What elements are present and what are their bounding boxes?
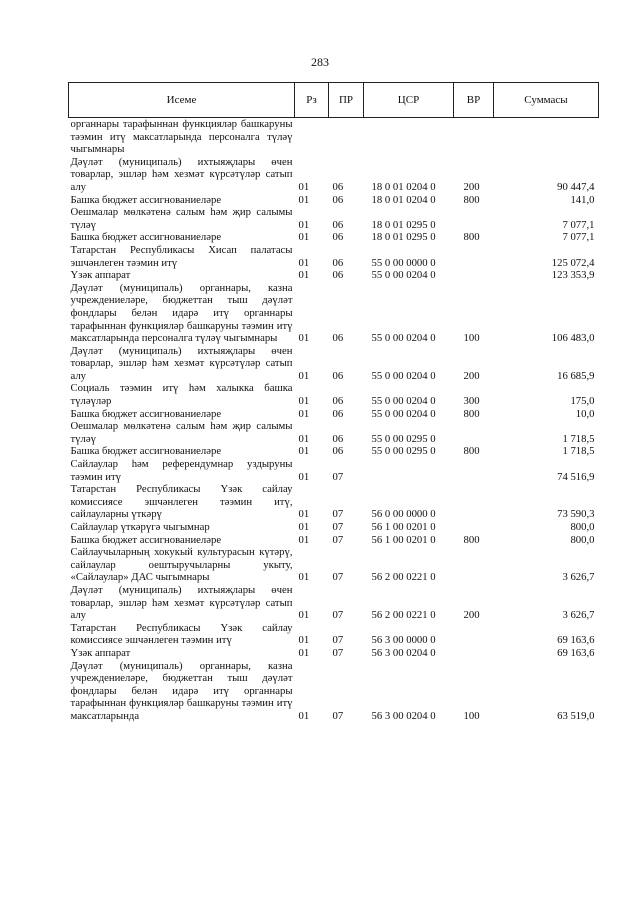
cell-vr: [454, 206, 494, 231]
table-row: [69, 660, 599, 723]
table-row: [69, 156, 599, 194]
cell-name: Сайлаулар һәм референдумнар уздыруны тәэмин итү: [70, 458, 293, 483]
cell-rz: 01: [298, 432, 310, 445]
cell-rz: 01: [298, 609, 310, 622]
table-row: [69, 458, 599, 483]
table-row: [69, 269, 599, 282]
cell-sum: 69 163,6: [557, 634, 595, 647]
cell-csr: 18 0 01 0204 0: [371, 193, 436, 206]
cell-sum: 7 077,1: [562, 231, 595, 244]
cell-name: Үзәк аппарат: [70, 269, 131, 282]
cell-rz: 01: [298, 395, 310, 408]
cell-sum: 800,0: [570, 521, 595, 533]
header-sum: Суммасы: [494, 83, 599, 118]
cell-rz: 01: [298, 646, 310, 659]
cell-vr: 800: [463, 231, 480, 244]
cell-csr: 18 0 01 0295 0: [371, 218, 436, 231]
cell-csr: 56 2 00 0221 0: [371, 571, 436, 584]
cell-sum: 3 626,7: [562, 609, 595, 622]
cell-sum: 16 685,9: [557, 369, 595, 382]
cell-pr: 07: [332, 508, 344, 521]
cell-rz: 01: [298, 231, 310, 244]
cell-pr: 06: [332, 193, 344, 206]
cell-csr: [364, 118, 454, 156]
cell-name: Башка бюджет ассигнованиеләре: [70, 533, 222, 546]
cell-vr: [454, 420, 494, 445]
cell-sum: 69 163,6: [557, 646, 595, 659]
cell-vr: [454, 458, 494, 483]
cell-sum: 63 519,0: [557, 709, 595, 722]
cell-vr: 800: [463, 193, 480, 206]
cell-name: органнары тарафыннан функцияләр башкаруны тәэмин итү максатларында персоналга түләү чыгымнары: [70, 118, 293, 156]
cell-sum: 1 718,5: [562, 445, 595, 458]
cell-rz: 01: [298, 256, 310, 269]
cell-vr: 200: [463, 180, 480, 193]
cell-csr: 56 3 00 0000 0: [371, 634, 436, 647]
cell-vr: 100: [463, 709, 480, 722]
cell-sum: 106 483,0: [551, 332, 595, 345]
cell-rz: 01: [298, 407, 310, 420]
cell-pr: 07: [332, 533, 344, 546]
table-row: [69, 382, 599, 407]
header-rz: Рз: [295, 83, 329, 118]
table-row: [69, 521, 599, 534]
cell-pr: 07: [332, 470, 344, 483]
cell-pr: 06: [332, 395, 344, 408]
table-row: [69, 345, 599, 383]
cell-pr: 06: [332, 256, 344, 269]
cell-csr: 18 0 01 0204 0: [371, 180, 436, 193]
table-row: [69, 647, 599, 660]
cell-vr: [454, 521, 494, 534]
cell-pr: 06: [332, 218, 344, 231]
cell-rz: 01: [298, 521, 310, 533]
cell-pr: 07: [332, 609, 344, 622]
cell-sum: 123 353,9: [551, 269, 595, 282]
cell-csr: 55 0 00 0204 0: [371, 269, 436, 282]
cell-rz: 01: [298, 193, 310, 206]
cell-csr: 55 0 00 0204 0: [371, 395, 436, 408]
cell-vr: [454, 483, 494, 521]
cell-name: Татарстан Республикасы Үзәк сайлау комиссиясе эшчәнлеген тәэмин итү, сайлауларны үткәрү: [70, 483, 293, 521]
cell-vr: [454, 622, 494, 647]
table-body: [69, 118, 599, 723]
cell-csr: 18 0 01 0295 0: [371, 231, 436, 244]
table-row: [69, 622, 599, 647]
cell-pr: 07: [332, 646, 344, 659]
cell-vr: [454, 546, 494, 584]
cell-name: Башка бюджет ассигнованиеләре: [70, 445, 222, 458]
table-row: [69, 282, 599, 345]
cell-sum: 74 516,9: [557, 470, 595, 483]
cell-csr: [364, 458, 454, 483]
header-vr: ВР: [454, 83, 494, 118]
cell-csr: 56 0 00 0000 0: [371, 508, 436, 521]
cell-sum: [494, 118, 599, 156]
cell-name: Дәүләт (муниципаль) органнары, казна учреждениеләре, бюджеттан тыш дәүләт фондлары белән идарә итү органнары тарафыннан функцияләр башкаруны тәэмин итү максатларында персоналга түләү чыгымнары: [70, 281, 293, 345]
cell-pr: 06: [332, 332, 344, 345]
cell-vr: 100: [463, 332, 480, 345]
cell-vr: 200: [463, 609, 480, 622]
cell-vr: [454, 647, 494, 660]
table-row: [69, 118, 599, 156]
cell-rz: 01: [298, 709, 310, 722]
cell-sum: 1 718,5: [562, 432, 595, 445]
cell-rz: 01: [298, 634, 310, 647]
cell-pr: 06: [332, 231, 344, 244]
cell-name: Үзәк аппарат: [70, 646, 131, 659]
cell-pr: [329, 118, 364, 156]
cell-pr: 06: [332, 269, 344, 282]
page-number: 283: [311, 55, 329, 69]
table-row: [69, 244, 599, 269]
table-row: [69, 483, 599, 521]
cell-name: Дәүләт (муниципаль) органнары, казна учреждениеләре, бюджеттан тыш дәүләт фондлары белән идарә итү органнары тарафыннан функцияләр башкаруны тәэмин итү максатларында: [70, 659, 293, 722]
cell-pr: 06: [332, 180, 344, 193]
cell-pr: 06: [332, 369, 344, 382]
cell-name: Татарстан Республикасы Хисап палатасы эшчәнлеген тәэмин итү: [70, 243, 293, 269]
cell-rz: 01: [298, 445, 310, 458]
table-row: [69, 206, 599, 231]
cell-pr: 06: [332, 432, 344, 445]
table-row: [69, 584, 599, 622]
cell-sum: 141,0: [570, 193, 595, 206]
cell-vr: 800: [463, 445, 480, 458]
cell-rz: 01: [298, 269, 310, 282]
cell-rz: [295, 118, 329, 156]
cell-csr: 56 3 00 0204 0: [371, 709, 436, 722]
cell-vr: 800: [463, 533, 480, 546]
cell-vr: 300: [463, 395, 480, 408]
cell-rz: 01: [298, 533, 310, 546]
budget-table: [68, 82, 599, 723]
cell-rz: 01: [298, 218, 310, 231]
cell-sum: 3 626,7: [562, 571, 595, 584]
cell-name: Дәүләт (муниципаль) ихтыяҗлары өчен товарлар, эшләр һәм хезмәт күрсәтүләр сатып алу: [70, 583, 293, 622]
cell-rz: 01: [298, 180, 310, 193]
cell-csr: 55 0 00 0000 0: [371, 256, 436, 269]
cell-pr: 06: [332, 407, 344, 420]
table-header: [69, 83, 599, 118]
cell-csr: 55 0 00 0295 0: [371, 432, 436, 445]
cell-vr: [454, 269, 494, 282]
cell-name: Социаль тәэмин итү һәм халыкка башка түләүләр: [70, 382, 293, 408]
cell-sum: 10,0: [575, 407, 595, 420]
cell-csr: 55 0 00 0204 0: [371, 332, 436, 345]
cell-name: Оешмалар мөлкәтенә салым һәм җир салымы түләү: [70, 420, 293, 445]
cell-sum: 90 447,4: [557, 180, 595, 193]
table-row: [69, 445, 599, 458]
cell-csr: 56 1 00 0201 0: [371, 533, 436, 546]
cell-sum: 125 072,4: [551, 256, 595, 269]
cell-csr: 55 0 00 0204 0: [371, 407, 436, 420]
cell-rz: 01: [298, 332, 310, 345]
table-row: [69, 408, 599, 421]
table-row: [69, 546, 599, 584]
cell-name: Сайлаулар үткәрүгә чыгымнар: [70, 521, 210, 533]
cell-sum: 7 077,1: [562, 218, 595, 231]
cell-csr: 56 1 00 0201 0: [371, 521, 436, 533]
cell-csr: 56 2 00 0221 0: [371, 609, 436, 622]
cell-csr: 56 3 00 0204 0: [371, 646, 436, 659]
table-row: [69, 534, 599, 547]
header-pr: ПР: [329, 83, 364, 118]
cell-name: Дәүләт (муниципаль) ихтыяҗлары өчен товарлар, эшләр һәм хезмәт күрсәтүләр сатып алу: [70, 155, 293, 193]
cell-vr: [454, 118, 494, 156]
cell-name: Дәүләт (муниципаль) ихтыяҗлары өчен товарлар, эшләр һәм хезмәт күрсәтүләр сатып алу: [70, 344, 293, 382]
cell-vr: [454, 244, 494, 269]
cell-name: Татарстан Республикасы Үзәк сайлау комиссиясе эшчәнлеген тәэмин итү: [70, 621, 293, 647]
cell-sum: 800,0: [570, 533, 595, 546]
cell-pr: 07: [332, 709, 344, 722]
cell-pr: 07: [332, 571, 344, 584]
cell-vr: 200: [463, 369, 480, 382]
cell-csr: 55 0 00 0204 0: [371, 369, 436, 382]
table-row: [69, 231, 599, 244]
header-name: Исеме: [69, 83, 295, 118]
cell-sum: 73 590,3: [557, 508, 595, 521]
cell-name: Башка бюджет ассигнованиеләре: [70, 193, 222, 206]
cell-pr: 06: [332, 445, 344, 458]
header-csr: ЦСР: [364, 83, 454, 118]
cell-name: Башка бюджет ассигнованиеләре: [70, 231, 222, 244]
cell-rz: 01: [298, 369, 310, 382]
cell-rz: 01: [298, 571, 310, 584]
cell-name: Оешмалар мөлкәтенә салым һәм җир салымы түләү: [70, 206, 293, 231]
cell-rz: 01: [298, 508, 310, 521]
cell-csr: 55 0 00 0295 0: [371, 445, 436, 458]
cell-vr: 800: [463, 407, 480, 420]
cell-pr: 07: [332, 634, 344, 647]
cell-name: Сайлаучыларның хокукый культурасын күтәрү, сайлаулар оештыручыларны укыту, «Сайлаулар» ДАС чыгымнары: [70, 546, 293, 584]
table-row: [69, 420, 599, 445]
cell-sum: 175,0: [570, 395, 595, 408]
table-row: [69, 194, 599, 207]
cell-name: Башка бюджет ассигнованиеләре: [70, 407, 222, 420]
cell-pr: 07: [332, 521, 344, 533]
cell-rz: 01: [298, 470, 310, 483]
